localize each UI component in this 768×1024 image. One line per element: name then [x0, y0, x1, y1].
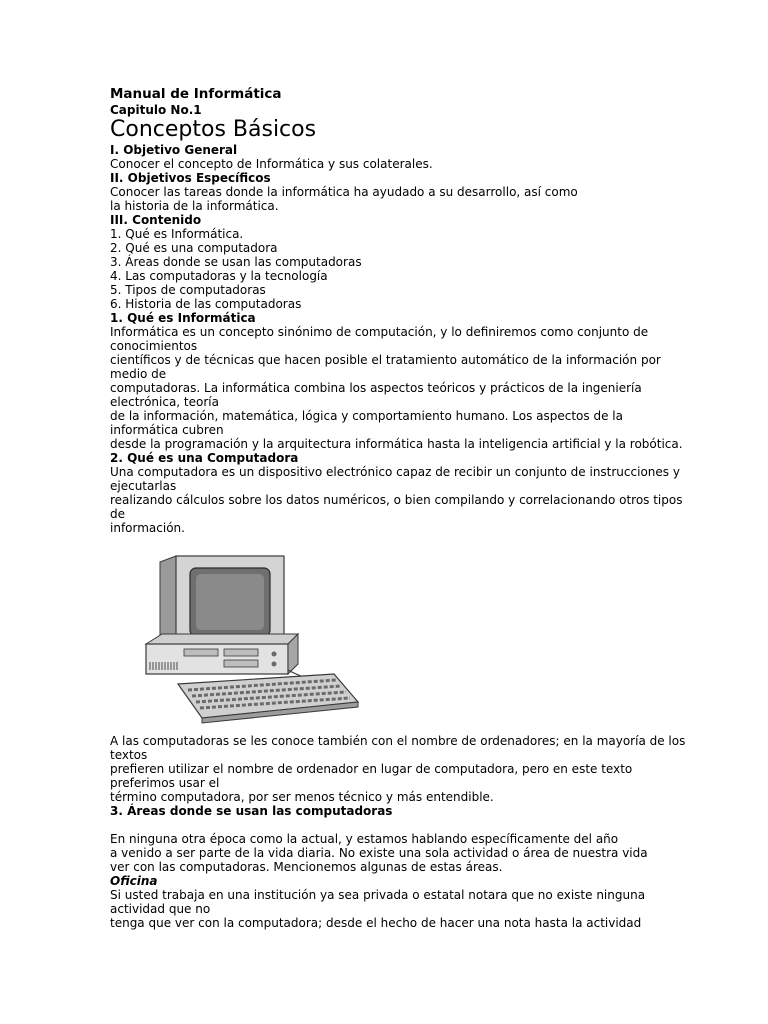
paragraph-line: conocimientos: [110, 339, 198, 353]
section-heading-contenido: III. Contenido: [110, 213, 202, 227]
paragraph-line: informática cubren: [110, 423, 224, 437]
paragraph-line: Informática es un concepto sinónimo de computación, y lo definiremos como conjunto de: [110, 325, 649, 339]
paragraph-line: tenga que ver con la computadora; desde el hecho de hacer una nota hasta la actividad: [110, 916, 642, 930]
page-heading: Conceptos Básicos: [110, 117, 317, 142]
contents-item: 2. Qué es una computadora: [110, 241, 278, 255]
paragraph-line: preferimos usar el: [110, 776, 220, 790]
manual-title: Manual de Informática: [110, 86, 282, 102]
chapter-label: Capitulo No.1: [110, 103, 202, 117]
text-block-top: [110, 86, 683, 535]
paragraph-line: Si usted trabaja en una institución ya sea privada o estatal notara que no existe ninguna: [110, 888, 646, 902]
section-heading-que-es-computadora: 2. Qué es una Computadora: [110, 451, 299, 465]
section-heading-objetivo-general: I. Objetivo General: [110, 143, 238, 157]
contents-item: 5. Tipos de computadoras: [110, 283, 266, 297]
paragraph-line: de: [110, 507, 125, 521]
paragraph-line: prefieren utilizar el nombre de ordenador en lugar de computadora, pero en este texto: [110, 762, 633, 776]
subheading-oficina: Oficina: [110, 874, 158, 888]
paragraph-line: científicos y de técnicas que hacen posible el tratamiento automático de la información por: [110, 353, 661, 367]
objetivo-general-text: Conocer el concepto de Informática y sus colaterales.: [110, 157, 433, 171]
objetivos-especificos-line: Conocer las tareas donde la informática ha ayudado a su desarrollo, así como: [110, 185, 578, 199]
objetivos-especificos-line: la historia de la informática.: [110, 199, 279, 213]
paragraph-line: textos: [110, 748, 148, 762]
contents-item: 4. Las computadoras y la tecnología: [110, 269, 328, 283]
paragraph-line: ejecutarlas: [110, 479, 177, 493]
paragraph-line: medio de: [110, 367, 167, 381]
paragraph-line: A las computadoras se les conoce también con el nombre de ordenadores; en la mayoría de los: [110, 734, 686, 748]
paragraph-line: de la información, matemática, lógica y comportamiento humano. Los aspectos de la: [110, 409, 623, 423]
paragraph-line: Una computadora es un dispositivo electrónico capaz de recibir un conjunto de instrucciones y: [110, 465, 680, 479]
contents-item: 6. Historia de las computadoras: [110, 297, 302, 311]
paragraph-line: término computadora, por ser menos técnico y más entendible.: [110, 790, 494, 804]
paragraph-line: computadoras. La informática combina los aspectos teóricos y prácticos de la ingeniería: [110, 381, 642, 395]
paragraph-line: electrónica, teoría: [110, 395, 219, 409]
paragraph-line: información.: [110, 521, 185, 535]
paragraph-line: a venido a ser parte de la vida diaria. No existe una sola actividad o área de nuestra vida: [110, 846, 648, 860]
paragraph-line: realizando cálculos sobre los datos numéricos, o bien compilando y correlacionando otros tipos: [110, 493, 683, 507]
contents-item: 3. Áreas donde se usan las computadoras: [110, 255, 362, 269]
section-heading-areas: 3. Áreas donde se usan las computadoras: [110, 804, 393, 818]
blank-line: [110, 818, 670, 832]
text-block-bottom: [110, 734, 686, 930]
paragraph-line: ver con las computadoras. Mencionemos algunas de estas áreas.: [110, 860, 503, 874]
section-heading-objetivos-especificos: II. Objetivos Específicos: [110, 171, 271, 185]
computer-illustration: [138, 552, 362, 724]
paragraph-line: En ninguna otra época como la actual, y estamos hablando específicamente del año: [110, 832, 619, 846]
contents-item: 1. Qué es Informática.: [110, 227, 244, 241]
paragraph-line: actividad que no: [110, 902, 211, 916]
section-heading-que-es-informatica: 1. Qué es Informática: [110, 311, 256, 325]
paragraph-line: desde la programación y la arquitectura informática hasta la inteligencia artificial y la robótica.: [110, 437, 683, 451]
